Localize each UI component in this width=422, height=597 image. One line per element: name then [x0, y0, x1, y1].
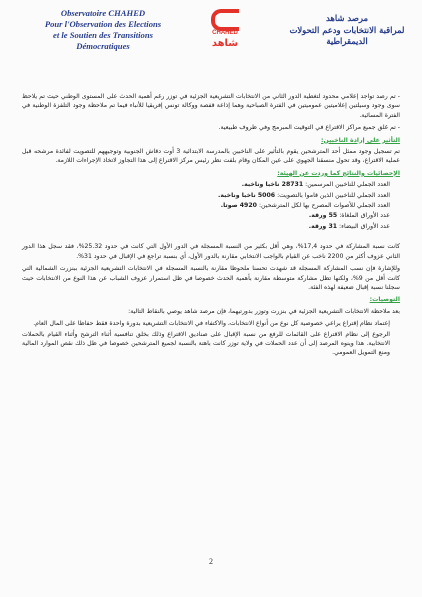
header-french [18, 8, 188, 52]
document-body [22, 92, 400, 359]
heading-recommendations: التوصيات: [369, 296, 400, 304]
recommendation-item: إعتماد نظام إقتراع يراعي خصوصية كل نوع من أنواع الانتخابات، والاكتفاء في الانتخابات التشريعية بدورة واحدة فقط حفاظا على المال العام. [33, 320, 390, 328]
stat-label: العدد الجملي للأصوات المصرح بها لكل المترشحين: [258, 202, 390, 210]
stat-item [22, 180, 390, 189]
recommendation-item: الرجوع إلى نظام الاقتراع على القائمات للرفع من نسبة الإقبال على صناديق الاقتراع وذلك بخلق تنافسية أثناء الترشح وأثناء القيام بالحملات الانتخابية. هذا وينوه المرصد إلى أن عدد الحملات في ولاية توزر كانت باهتة بالنسبة لجميع المترشحين خصوصا في ظل ذلك نقص الموارد المالية ومنع التمويل العمومي. [22, 330, 390, 357]
paragraph-recommendations-intro: بعد ملاحظة الانتخابات التشريعية الجزئية في بنزرت وتوزر بدورتيهما، فإن مرصد شاهد يوصي بالنقاط التالية: [128, 307, 400, 315]
header-arabic [288, 13, 406, 48]
stat-item [22, 201, 390, 210]
paragraph-participation-comparison: وللإشارة فإن نسب المشاركة المسجلة قد شهدت تحسنا ملحوظا مقارنة بالنسبة المسجلة في الانتخابات التشريعية الجزئية ببنزرت الشمالية التي كانت أقل من 9%، ولكنها تظل مشاركة متوسطة مقارنة بأهمية الحدث خصوصا في ظل استمرار عزوف الشباب عن هذا النوع من الانتخابات حيث سجلنا نسبة إقبال ضعيفة لهذه الفئة. [22, 265, 400, 291]
header-fr-line-2: Pour l'Observation des Elections [44, 19, 162, 29]
heading-voter-influence: التأثير على إرادة الناخبين: [321, 136, 400, 144]
logo-arabic-text: شاهد [211, 38, 239, 49]
stat-label: العدد الجملي للناخبين الذين قاموا بالتصويت: [277, 191, 390, 199]
stat-item [22, 222, 390, 231]
paragraph-participation-rate: كانت نسبة المشاركة في حدود 17,4%، وهي أقل بكثير من النسبة المسجلة في الدور الأول التي كانت في حدود 25.32%، فقد سجل هذا الدور الثاني عزوف أكثر من 2200 ناخب عن القيام بالواجب الانتخابي مقارنة بالدور الأول، أي بنسبة تراجع في الإقبال في حدود 31%. [22, 243, 400, 260]
paragraph-media-coverage: - تم رصد تواجد إعلامي محدود لتغطية الدور الثاني من الانتخابات التشريعية الجزئية في توزر رغم أهمية الحدث على المستوى الوطني حيث تم يلاحظ سوى وجود وسيلتين إعلاميتين عموميتين في الفترة الصباحية وهما إذاعة قفصة ووكالة تونس إفريقيا للأنباء فيما تم ملاحظة وجود التلفزة الوطنية في الفترة المسائية. [22, 93, 400, 119]
header-fr-line-3: et le Soutien des Transitions [53, 30, 153, 40]
header-fr-line-4: Démocratiques [76, 41, 130, 51]
stat-item [22, 191, 390, 200]
header-ar-line-3: الديمقراطية [326, 36, 368, 46]
stat-value: 4920 صوتا. [220, 202, 257, 210]
stat-label: عدد الأوراق البيضاء: [339, 222, 390, 230]
heading-statistics: الإحصائيات والنتائج كما وردت عن الهيئة: [277, 169, 400, 177]
stat-label: عدد الأوراق الملغاة: [339, 212, 390, 220]
header-ar-line-1: مرصد شاهد [326, 13, 368, 23]
paragraph-closing: - تم غلق جميع مراكز الاقتراع في التوقيت المبرمج وفي ظروف طبيعية. [218, 124, 400, 132]
page-number: 2 [209, 557, 213, 566]
stat-value: 55 ورقة. [308, 212, 338, 220]
stat-value: 5006 ناخبا وناخبة. [218, 191, 276, 199]
stat-label: العدد الجملي للناخبين المرسمين: [305, 181, 390, 189]
logo-frame-shape [211, 9, 239, 31]
stat-value: 28731 ناخبا وناخبة. [241, 181, 304, 189]
chahed-logo [205, 9, 245, 55]
spacer [22, 232, 400, 242]
stat-value: 31 ورقة. [308, 222, 338, 230]
paragraph-voter-influence: تم تسجيل وجود ممثل أحد المترشحين يقوم بالتأثير على الناخبين بالمدرسة الابتدائية 3 أوت دقاش الجنوبية وتوجيههم للتصويت لفائدة مرشحه قبل عملية الاقتراع، وقد تحول منسقنا الجهوي على عين المكان وقام بلفت نظر رئيس مركز الاقتراع إلى هذا التجاوز لاتخاذ الإجراءات اللازمة. [22, 148, 400, 165]
logo-latin-text: CHAHED [212, 30, 238, 36]
stat-item [22, 211, 390, 220]
header-fr-line-1: Observatoire CHAHED [60, 8, 146, 18]
header-ar-line-2: لمراقبة الانتخابات ودعم التحولات [289, 24, 405, 35]
